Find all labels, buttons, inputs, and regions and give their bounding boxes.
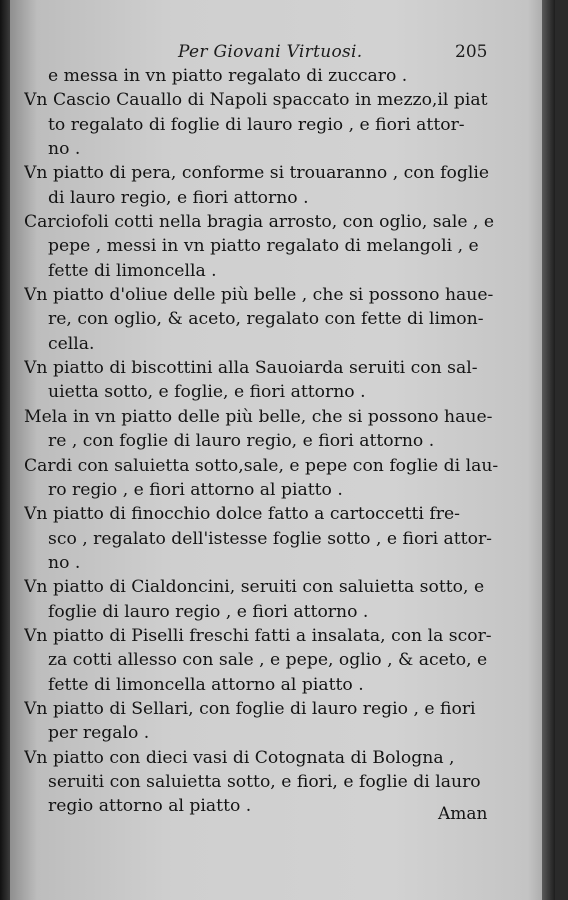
text-line: Vn piatto di finocchio dolce fatto a cartoccetti fre- bbox=[24, 504, 460, 525]
book-gutter bbox=[0, 0, 10, 900]
text-line: Vn piatto di biscottini alla Sauoiarda seruiti con sal- bbox=[24, 358, 478, 379]
text-line: fette di limoncella . bbox=[48, 260, 217, 281]
recipe-entry bbox=[24, 575, 529, 624]
text-line: seruiti con saluietta sotto, e fiori, e foglie di lauro bbox=[48, 771, 481, 792]
text-line: Mela in vn piatto delle più belle, che si possono haue- bbox=[24, 406, 493, 427]
text-line: Vn piatto con dieci vasi di Cotognata di Bologna , bbox=[24, 747, 455, 768]
text-line: pepe , messi in vn piatto regalato di melangoli , e bbox=[48, 236, 479, 257]
text-line: e messa in vn piatto regalato di zuccaro . bbox=[48, 66, 408, 86]
text-line: re, con oglio, & aceto, regalato con fette di limon- bbox=[48, 309, 484, 330]
text-line: Cardi con saluietta sotto,sale, e pepe con foglie di lau- bbox=[24, 455, 499, 476]
running-head: Per Giovani Virtuosi. bbox=[178, 42, 363, 62]
recipe-entry bbox=[24, 624, 529, 697]
text-line: no . bbox=[48, 552, 81, 573]
page-edge bbox=[542, 0, 555, 900]
text-line: Vn piatto di Sellari, con foglie di lauro regio , e fiori bbox=[24, 698, 476, 719]
text-line: Carciofoli cotti nella bragia arrosto, con oglio, sale , e bbox=[24, 212, 495, 233]
catchword: Aman bbox=[438, 804, 488, 824]
page-number: 205 bbox=[455, 42, 488, 62]
recipe-entry bbox=[24, 210, 529, 283]
text-line: za cotti allesso con sale , e pepe, oglio , & aceto, e bbox=[48, 650, 488, 671]
text-line: re , con foglie di lauro regio, e fiori attorno . bbox=[48, 431, 435, 452]
text-line: uietta sotto, e foglie, e fiori attorno . bbox=[48, 382, 366, 403]
text-line: regio attorno al piatto . bbox=[48, 796, 252, 817]
text-line: to regalato di foglie di lauro regio , e fiori attor- bbox=[48, 114, 465, 135]
book-page bbox=[10, 0, 555, 900]
recipe-entry bbox=[24, 454, 529, 503]
text-line: Vn piatto d'oliue delle più belle , che si possono haue- bbox=[24, 285, 494, 306]
text-line: fette di limoncella attorno al piatto . bbox=[48, 674, 364, 695]
text-line: cella. bbox=[48, 333, 95, 354]
recipe-entry bbox=[24, 356, 529, 405]
text-line: Vn Cascio Cauallo di Napoli spaccato in mezzo,il piat bbox=[24, 90, 488, 111]
text-line: ro regio , e fiori attorno al piatto . bbox=[48, 479, 343, 500]
text-line: Vn piatto di Cialdoncini, seruiti con saluietta sotto, e bbox=[24, 577, 485, 598]
text-line: di lauro regio, e fiori attorno . bbox=[48, 187, 309, 208]
text-line: Vn piatto di pera, conforme si trouaranno , con foglie bbox=[24, 163, 490, 184]
text-line: sco , regalato dell'istesse foglie sotto , e fiori attor- bbox=[48, 528, 492, 549]
text-line: Vn piatto di Piselli freschi fatti a insalata, con la scor- bbox=[24, 625, 492, 646]
recipe-entry bbox=[24, 88, 529, 161]
recipe-entry bbox=[24, 283, 529, 356]
recipe-entry bbox=[24, 405, 529, 454]
recipe-list bbox=[24, 64, 529, 819]
text-line: foglie di lauro regio , e fiori attorno . bbox=[48, 601, 369, 622]
recipe-entry bbox=[24, 161, 529, 210]
text-line: no . bbox=[48, 139, 81, 160]
recipe-entry bbox=[24, 502, 529, 575]
recipe-entry bbox=[24, 64, 529, 88]
recipe-entry bbox=[24, 697, 529, 746]
text-line: per regalo . bbox=[48, 723, 150, 744]
